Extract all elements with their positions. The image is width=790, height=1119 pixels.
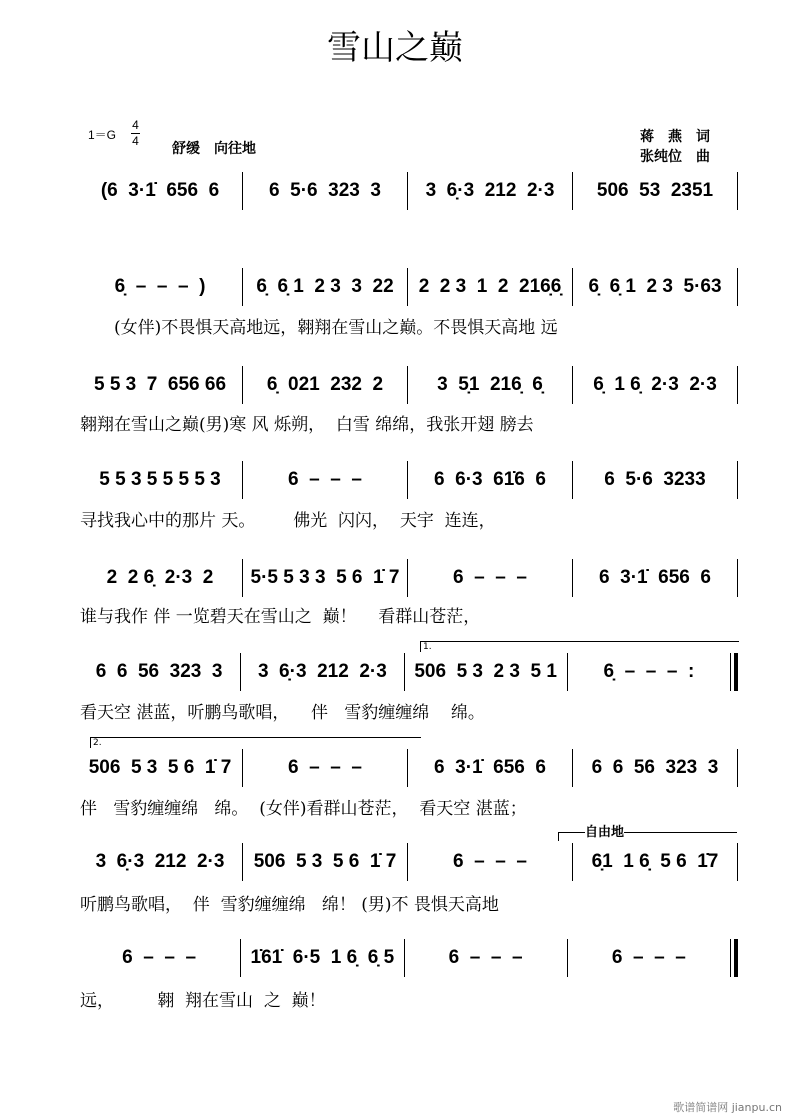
notation-line: [78, 172, 738, 210]
notation-line: [78, 559, 738, 597]
barline: [737, 461, 738, 499]
lyricist-credit: 蒋 燕 词: [640, 129, 710, 145]
time-signature: [131, 118, 140, 149]
barline: [737, 749, 738, 787]
measure: 6 3·1̇ 656 6: [572, 559, 737, 597]
lyric-line: 看天空 湛蓝，听鹏鸟歌唱， 伴 雪豹缠缠绵 绵。: [80, 703, 485, 723]
meter-bottom: 4: [132, 134, 139, 148]
measure: 506 53 2351: [572, 172, 737, 210]
measure: 506 5 3 5 6 1̇ 7: [88, 757, 232, 778]
measure: 5 5 3 5 5 5 5 3: [99, 469, 221, 490]
composer-credit: 张纯位 曲: [640, 149, 710, 165]
lyric-line: (女伴)不畏惧天高地远，翱翔在雪山之巅。不畏惧天高地 远: [80, 318, 558, 338]
measure: 6 6·3 61̇6 6: [407, 461, 572, 499]
measure: 506 5 3 2 3 5 1: [404, 653, 567, 691]
barline: [730, 653, 731, 691]
free-tempo-bracket: [558, 825, 737, 841]
repeat-barline: [734, 653, 738, 691]
lyric-line: 寻找我心中的那片 天。 佛光 闪闪， 天宇 连连，: [80, 511, 496, 531]
notation-line: [78, 749, 738, 787]
measure: 3 6̣·3 212 2·3: [95, 851, 225, 872]
measure: 3 6̣·3 212 2·3: [240, 653, 403, 691]
measure: 1̇61̇ 6·5 1 6̣ 6̣ 5: [240, 939, 403, 977]
measure: 6 6 56 323 3: [572, 749, 737, 787]
barline: [737, 268, 738, 306]
lyric-line: 伴 雪豹缠缠绵 绵。 (女伴)看群山苍茫， 看天空 湛蓝；: [80, 799, 527, 819]
measure: 5 5 3 7 656 66: [93, 374, 227, 395]
notation-line: [78, 939, 738, 977]
notation-line: [78, 268, 738, 306]
measure: 6 – – –: [242, 749, 407, 787]
notation-line: [78, 653, 738, 691]
lyric-line: 听鹏鸟歌唱， 伴 雪豹缠缠绵 绵！ (男)不 畏惧天高地: [80, 895, 499, 915]
measure: 6̣ 6̣ 1 2 3 5·63: [572, 268, 737, 306]
measure: 6 – – –: [242, 461, 407, 499]
volta-1: 1.: [420, 641, 739, 652]
notation-line: [78, 366, 738, 404]
measure: 3 5̣1 216̣ 6̣: [407, 366, 572, 404]
measure: 2 2 3 1 2 216̣6̣: [407, 268, 572, 306]
measure: 6̣ – – – :: [567, 653, 730, 691]
notation-line: [78, 843, 738, 881]
notation-line: [78, 461, 738, 499]
free-tempo-label: 自由地: [585, 821, 624, 840]
measure: 6̣ 021 232 2: [242, 366, 407, 404]
measure: 506 5 3 5 6 1̇ 7: [242, 843, 407, 881]
measure: 6 – – –: [567, 939, 730, 977]
measure: 5·5 5 3 3 5 6 1̇ 7: [242, 559, 407, 597]
watermark: 歌谱简谱网 jianpu.cn: [673, 1101, 782, 1114]
volta-2: 2.: [90, 737, 421, 748]
tempo-marking: 舒缓 向往地: [172, 141, 256, 157]
song-title: 雪山之巅: [327, 28, 463, 68]
measure: 6̣1 1 6̣ 5 6 1̇7: [572, 843, 737, 881]
measure: (6 3·1̇ 656 6: [100, 180, 220, 201]
measure: 6 5·6 3233: [572, 461, 737, 499]
measure: 6̣ 1 6̣ 2·3 2·3: [572, 366, 737, 404]
barline: [737, 559, 738, 597]
barline: [737, 172, 738, 210]
lyric-line: 翱翔在雪山之巅(男)寒 风 烁朔， 白雪 绵绵，我张开翅 膀去: [80, 415, 534, 435]
lyric-line: 远， 翱 翔在雪山 之 巅！: [80, 991, 326, 1011]
measure: 6 – – –: [407, 559, 572, 597]
measure: 6̣ – – – ): [114, 276, 206, 297]
barline: [737, 843, 738, 881]
measure: 6̣ 6̣ 1 2 3 3 22: [242, 268, 407, 306]
measure: 6 – – –: [407, 843, 572, 881]
key-signature: 1＝G: [88, 128, 117, 142]
measure: 6 6 56 323 3: [95, 661, 223, 682]
measure: 6 5·6 323 3: [242, 172, 407, 210]
meter-top: 4: [132, 118, 139, 132]
measure: 6 3·1̇ 656 6: [407, 749, 572, 787]
lyric-line: 谁与我作 伴 一览碧天在雪山之 巅！ 看群山苍茫，: [80, 607, 481, 627]
final-barline: [734, 939, 738, 977]
measure: 2 2 6̣ 2·3 2: [106, 567, 214, 588]
measure: 6 – – –: [122, 947, 197, 968]
barline: [737, 366, 738, 404]
measure: 3 6̣·3 212 2·3: [407, 172, 572, 210]
barline: [730, 939, 731, 977]
measure: 6 – – –: [404, 939, 567, 977]
